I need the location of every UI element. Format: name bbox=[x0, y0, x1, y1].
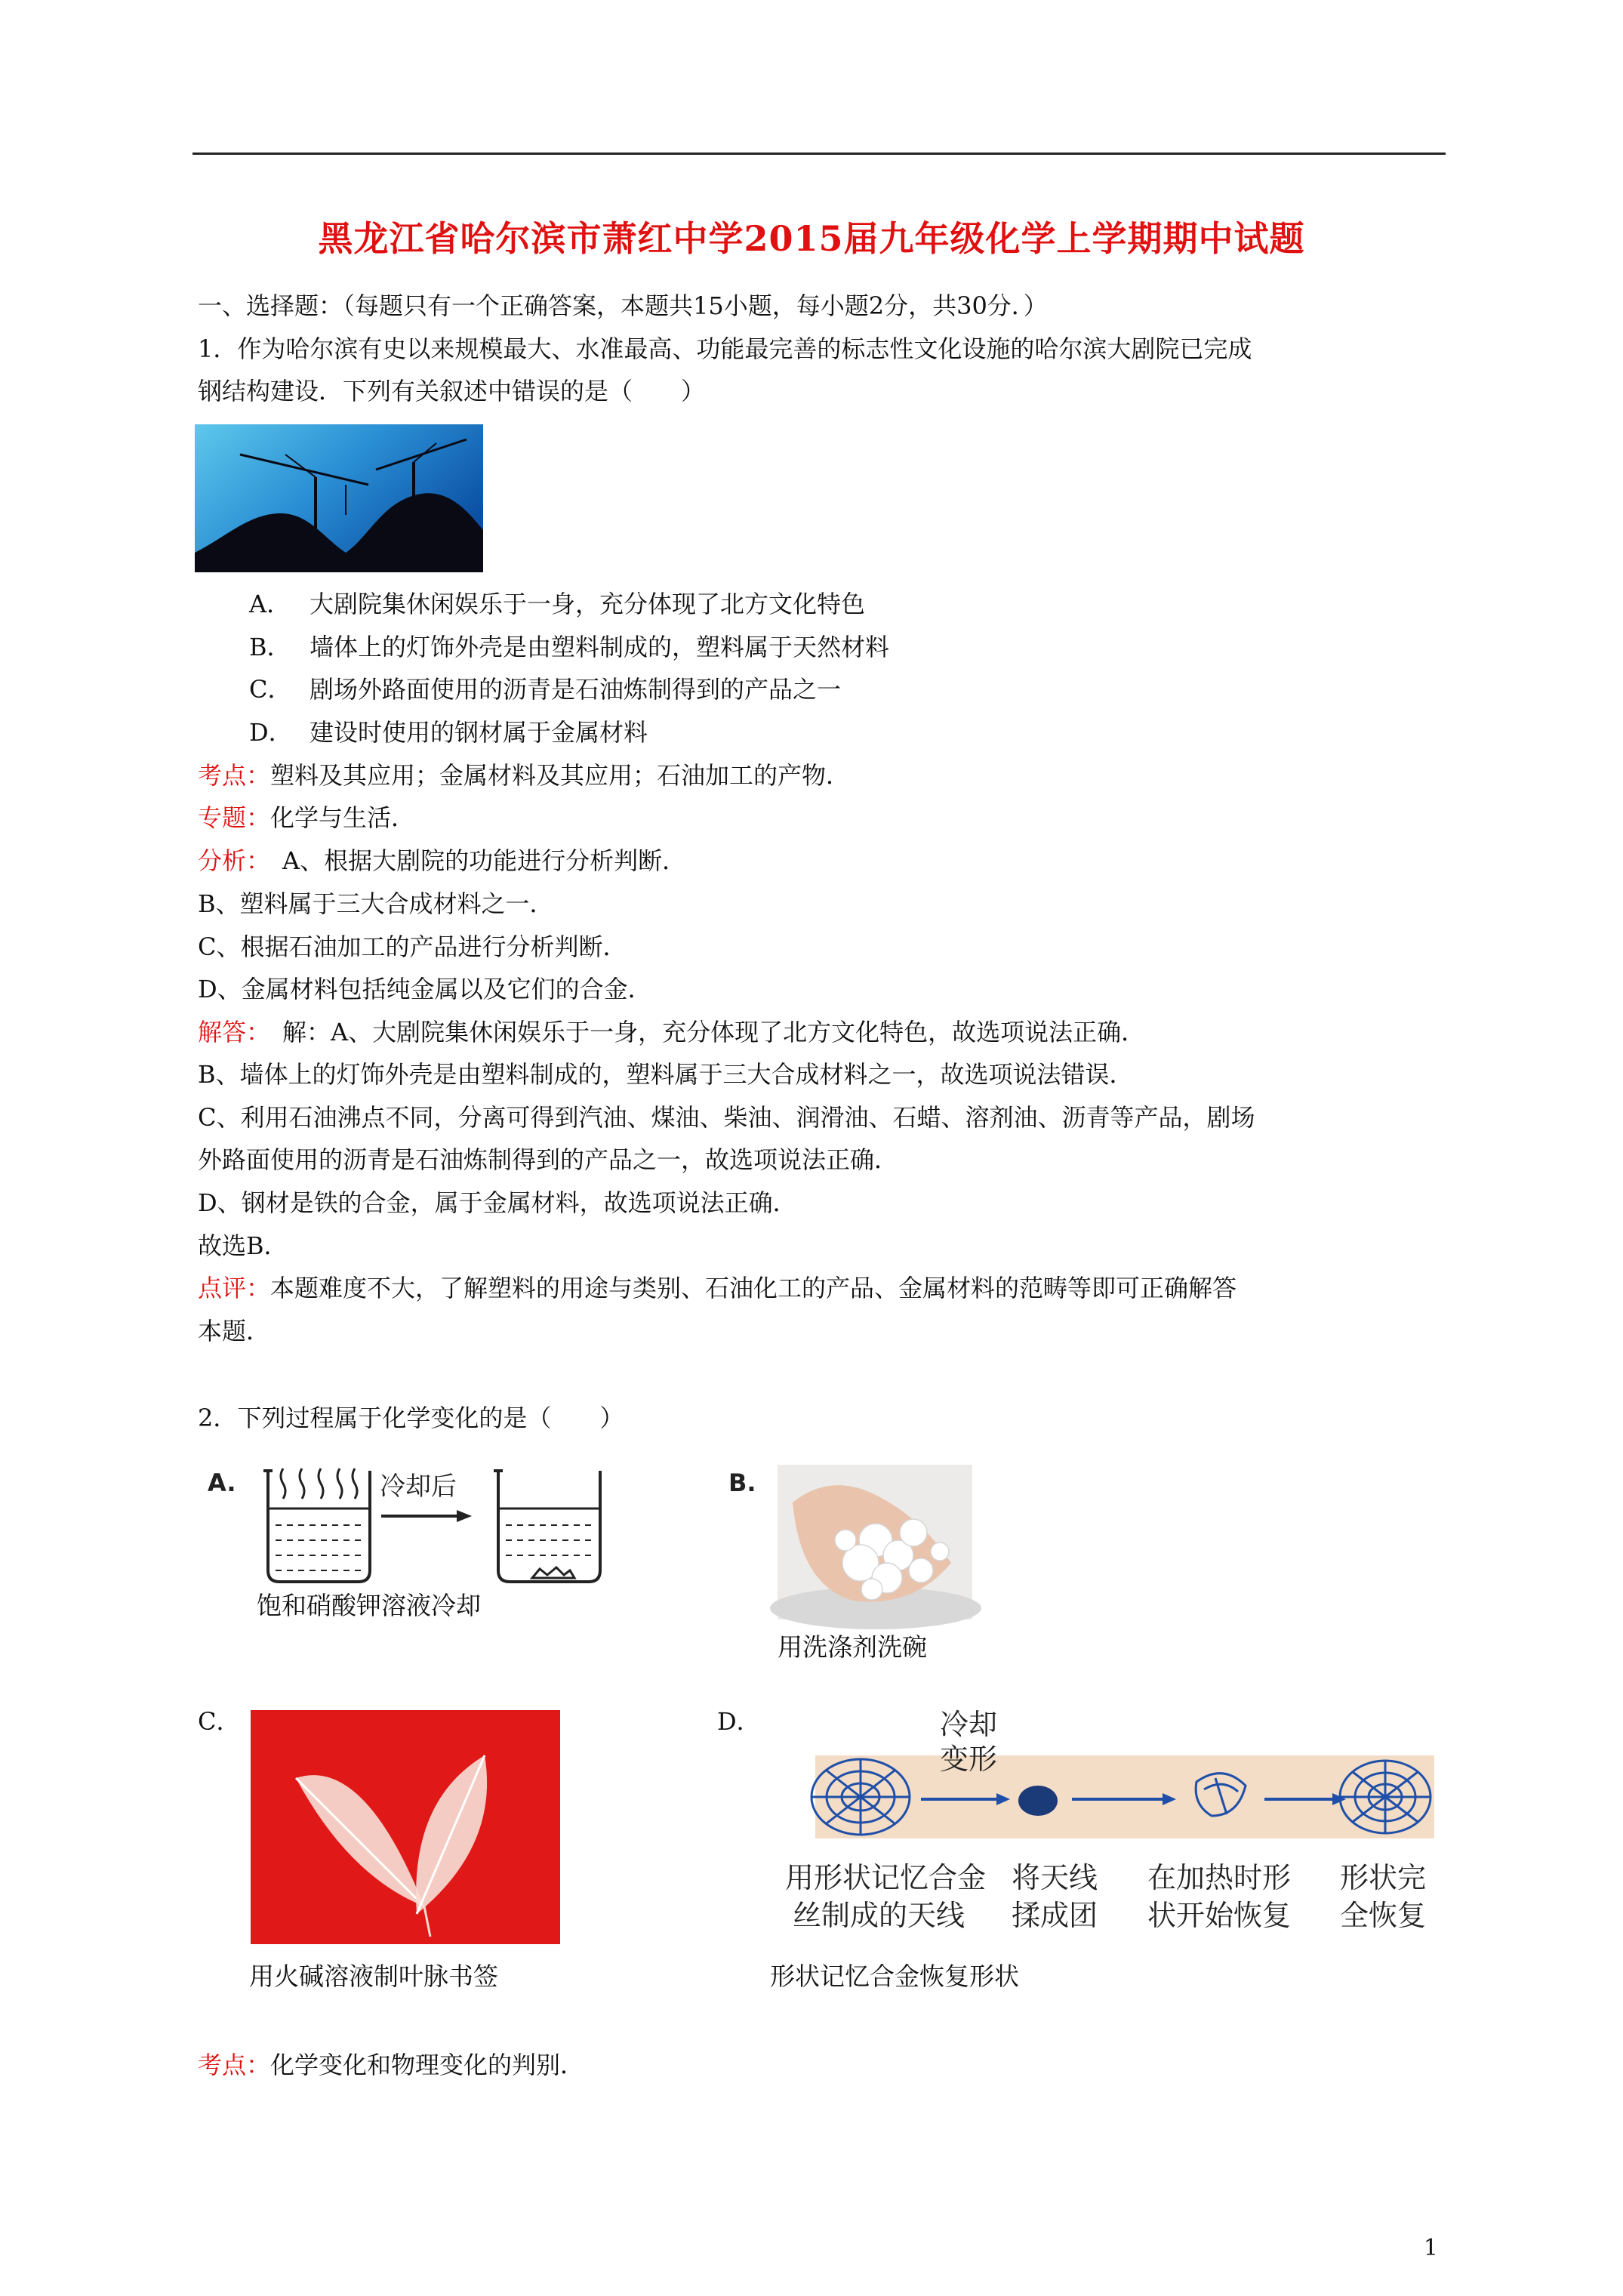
q2-d-label-top1: 冷却 bbox=[940, 1708, 998, 1741]
q2-d-step2-l2: 揉成团 bbox=[1012, 1899, 1098, 1932]
q1-option-a-text: 大剧院集休闲娱乐于一身，充分体现了北方文化特色 bbox=[310, 590, 866, 618]
q1-fenxi bbox=[198, 846, 686, 876]
section-heading: 一、选择题：（每题只有一个正确答案，本题共15小题，每小题2分，共30分．） bbox=[198, 291, 1048, 320]
q2-kaodian bbox=[198, 2050, 584, 2080]
zhuanti-text: 化学与生活． bbox=[270, 803, 416, 832]
jieda-line: 故选B． bbox=[198, 1231, 288, 1260]
q2-b-caption: 用洗涤剂洗碗 bbox=[778, 1632, 927, 1662]
zhuanti-label: 专题： bbox=[198, 803, 271, 832]
grand-theatre-construction-photo bbox=[195, 424, 483, 572]
q2-c-caption: 用火碱溶液制叶脉书签 bbox=[249, 1962, 498, 1991]
header-rule bbox=[192, 153, 1446, 155]
q2-d-caption: 形状记忆合金恢复形状 bbox=[770, 1962, 1019, 1991]
fenxi-line: C、根据石油加工的产品进行分析判断． bbox=[198, 932, 627, 961]
kaodian-text: 塑料及其应用；金属材料及其应用；石油加工的产物． bbox=[270, 761, 851, 790]
q2-d-step3-l1: 在加热时形 bbox=[1147, 1861, 1292, 1894]
q1-jieda bbox=[198, 1017, 1145, 1047]
q1-option-b-letter: B． bbox=[249, 633, 291, 661]
dianping-label: 点评： bbox=[198, 1274, 271, 1302]
page-title: 黑龙江省哈尔滨市萧红中学2015届九年级化学上学期期中试题 bbox=[318, 218, 1305, 259]
fenxi-line: D、金属材料包括纯金属以及它们的合金． bbox=[198, 975, 652, 1003]
q2-option-d-figure bbox=[770, 1703, 1434, 1944]
q2-d-step4-l2: 全恢复 bbox=[1340, 1899, 1427, 1932]
kaodian-label: 考点： bbox=[198, 2051, 271, 2079]
fenxi-line: A、根据大剧院的功能进行分析判断． bbox=[258, 846, 687, 875]
fenxi-label: 分析： bbox=[198, 846, 259, 875]
q1-option-d-text: 建设时使用的钢材属于金属材料 bbox=[310, 718, 648, 747]
kaodian-label: 考点： bbox=[198, 761, 271, 790]
q2-d-step1-l2: 丝制成的天线 bbox=[793, 1899, 965, 1932]
q2-a-caption: 饱和硝酸钾溶液冷却 bbox=[257, 1591, 481, 1620]
q2-option-b-figure bbox=[725, 1457, 981, 1631]
q2-b-letter: B. bbox=[728, 1469, 756, 1497]
jieda-label: 解答： bbox=[198, 1018, 259, 1046]
kaodian-text: 化学变化和物理变化的判别． bbox=[270, 2051, 585, 2079]
q2-a-letter: A. bbox=[208, 1469, 236, 1497]
jieda-line: B、墙体上的灯饰外壳是由塑料制成的，塑料属于三大合成材料之一，故选项说法错误． bbox=[198, 1060, 1134, 1089]
dianping-text: 本题难度不大，了解塑料的用途与类别、石油化工的产品、金属材料的范畴等即可正确解答 bbox=[270, 1274, 1237, 1302]
q2-stem: 2．下列过程属于化学变化的是（ ） bbox=[198, 1404, 624, 1432]
q2-d-label-top2: 变形 bbox=[940, 1743, 998, 1776]
q2-d-letter: D． bbox=[717, 1707, 761, 1736]
q1-kaodian bbox=[198, 760, 850, 791]
q2-d-step1-l1: 用形状记忆合金 bbox=[785, 1861, 987, 1894]
q2-a-arrow-label: 冷却后 bbox=[380, 1472, 457, 1502]
q2-d-step4-l1: 形状完 bbox=[1340, 1861, 1427, 1894]
page-number: 1 bbox=[1423, 2235, 1438, 2261]
fenxi-line: B、塑料属于三大合成材料之一． bbox=[198, 889, 554, 918]
q1-stem-line2: 钢结构建设．下列有关叙述中错误的是（ ） bbox=[198, 377, 706, 405]
q2-d-step2-l1: 将天线 bbox=[1012, 1861, 1098, 1894]
q1-option-d-letter: D． bbox=[249, 718, 293, 747]
jieda-line: 解：A、大剧院集休闲娱乐于一身，充分体现了北方文化特色，故选项说法正确． bbox=[258, 1018, 1146, 1046]
q1-option-c-text: 剧场外路面使用的沥青是石油炼制得到的产品之一 bbox=[310, 675, 842, 704]
q1-dianping bbox=[198, 1273, 1236, 1303]
q2-d-step3-l2: 状开始恢复 bbox=[1147, 1899, 1292, 1932]
jieda-line: C、利用石油沸点不同，分离可得到汽油、煤油、柴油、润滑油、石蜡、溶剂油、沥青等产品，剧场 bbox=[198, 1103, 1255, 1132]
q1-option-c-letter: C． bbox=[249, 675, 292, 704]
q2-c-letter: C． bbox=[198, 1707, 241, 1736]
q1-zhuanti bbox=[198, 803, 415, 833]
q2-option-c-figure bbox=[251, 1710, 560, 1944]
jieda-line: D、钢材是铁的合金，属于金属材料，故选项说法正确． bbox=[198, 1188, 797, 1217]
q1-stem-line1: 1．作为哈尔滨有史以来规模最大、水准最高、功能最完善的标志性文化设施的哈尔滨大剧院已完成 bbox=[198, 334, 1252, 363]
dianping-line2: 本题． bbox=[198, 1317, 271, 1345]
q1-option-b-text: 墙体上的灯饰外壳是由塑料制成的，塑料属于天然材料 bbox=[310, 633, 890, 661]
q1-option-a-letter: A． bbox=[249, 590, 291, 618]
jieda-line: 外路面使用的沥青是石油炼制得到的产品之一，故选项说法正确． bbox=[198, 1145, 899, 1174]
